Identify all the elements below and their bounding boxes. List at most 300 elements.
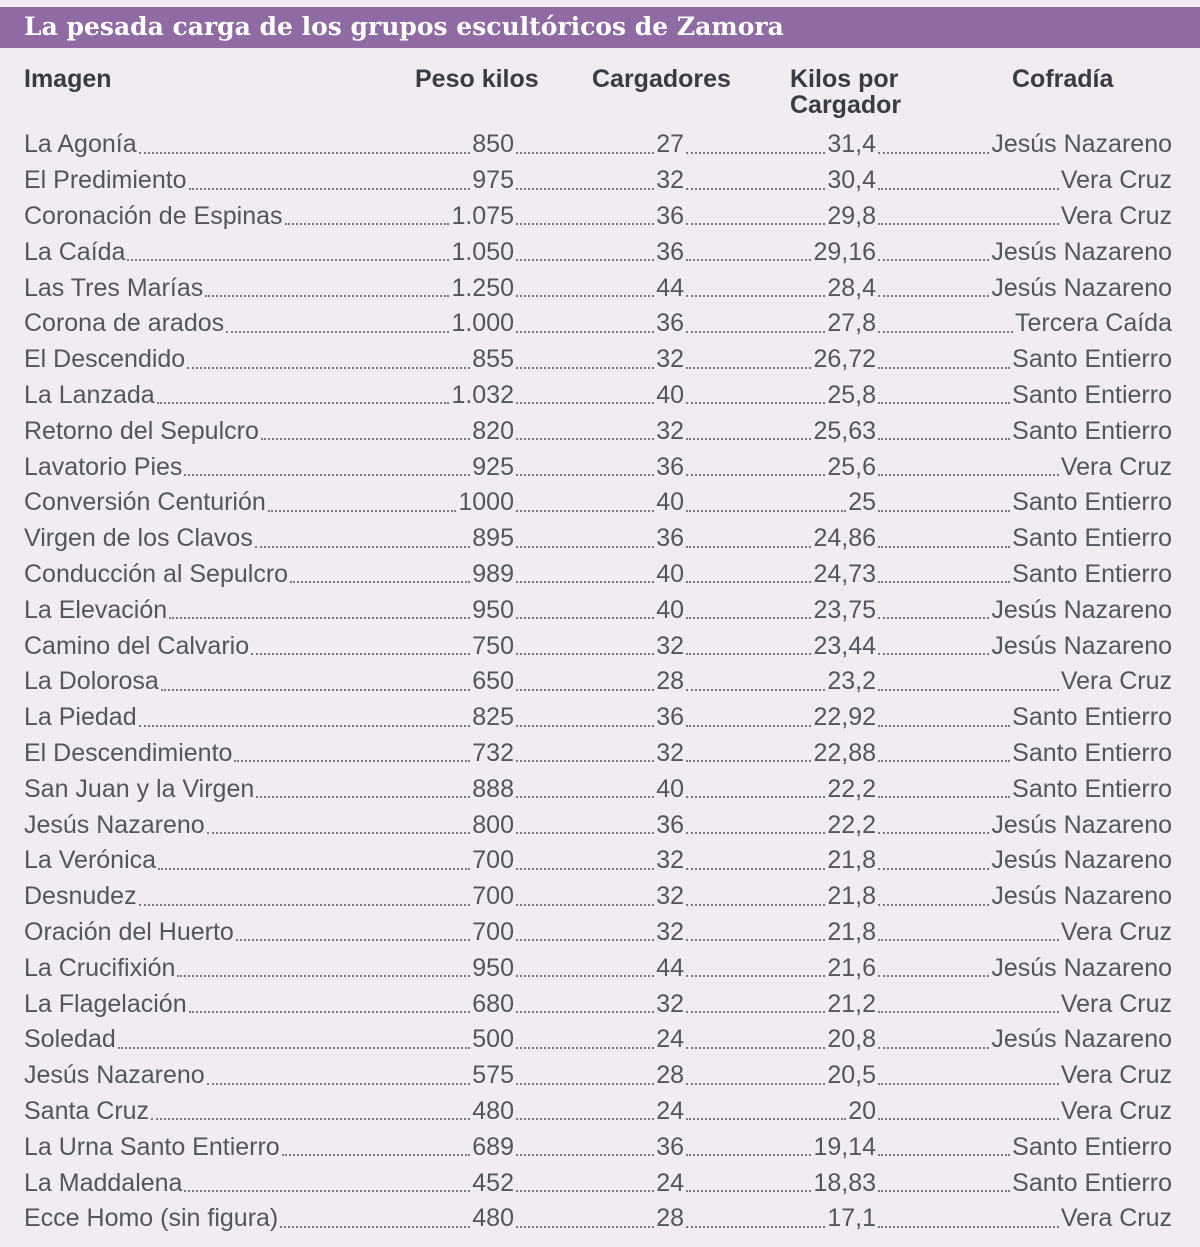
- cell-group-cofradia: [876, 1058, 1172, 1094]
- table-row: [0, 449, 1200, 485]
- cell-kilos-por-cargador: 21,8: [827, 917, 876, 946]
- cell-group-kilos-por-cargador: [684, 234, 876, 270]
- cell-peso: 650: [472, 667, 514, 696]
- cell-kilos-por-cargador: 19,14: [813, 1132, 876, 1161]
- table-row: [0, 199, 1200, 235]
- cell-kilos-por-cargador: 22,92: [813, 703, 876, 732]
- cell-group-cofradia: [876, 1094, 1172, 1130]
- cell-cargadores: 44: [656, 953, 684, 982]
- cell-group-cargadores: [514, 879, 684, 915]
- cell-cargadores: 40: [656, 488, 684, 517]
- cell-group-cargadores: [514, 736, 684, 772]
- dot-leader: [878, 1011, 1059, 1013]
- cell-group-imagen-peso: [24, 879, 514, 915]
- cell-cargadores: 36: [656, 452, 684, 481]
- cell-group-imagen-peso: [24, 342, 514, 378]
- table-row: [0, 771, 1200, 807]
- cell-group-imagen-peso: [24, 628, 514, 664]
- cell-cofradia: Vera Cruz: [1060, 1061, 1172, 1090]
- dot-leader: [686, 474, 825, 476]
- cell-cofradia: Santo Entierro: [1012, 488, 1172, 517]
- dot-leader: [285, 223, 450, 225]
- dot-leader: [878, 939, 1059, 941]
- table-row: [0, 950, 1200, 986]
- cell-peso: 975: [472, 166, 514, 195]
- cell-cofradia: Jesús Nazareno: [991, 810, 1172, 839]
- cell-imagen: San Juan y la Virgen: [24, 774, 255, 803]
- dot-leader: [686, 259, 811, 261]
- dot-leader: [686, 188, 825, 190]
- cell-group-cargadores: [514, 521, 684, 557]
- cell-kilos-por-cargador: 30,4: [827, 166, 876, 195]
- dot-leader: [282, 1154, 471, 1156]
- cell-group-imagen-peso: [24, 1129, 514, 1165]
- cell-group-imagen-peso: [24, 1201, 514, 1237]
- cell-peso: 700: [472, 917, 514, 946]
- cell-group-imagen-peso: [24, 413, 514, 449]
- dot-leader: [686, 1047, 825, 1049]
- table-row: [0, 592, 1200, 628]
- cell-group-cofradia: [876, 163, 1172, 199]
- cell-cofradia: Santo Entierro: [1012, 703, 1172, 732]
- cell-kilos-por-cargador: 18,83: [813, 1168, 876, 1197]
- cell-cargadores: 40: [656, 595, 684, 624]
- cell-group-kilos-por-cargador: [684, 557, 876, 593]
- cell-group-imagen-peso: [24, 700, 514, 736]
- cell-imagen: La Urna Santo Entierro: [24, 1132, 280, 1161]
- cell-kilos-por-cargador: 25: [848, 488, 876, 517]
- cell-cofradia: Jesús Nazareno: [991, 273, 1172, 302]
- cell-group-cofradia: [876, 1022, 1172, 1058]
- cell-kilos-por-cargador: 20,5: [827, 1061, 876, 1090]
- cell-group-cofradia: [876, 127, 1172, 163]
- cell-peso: 925: [472, 452, 514, 481]
- cell-cargadores: 32: [656, 166, 684, 195]
- dot-leader: [226, 331, 449, 333]
- column-header-cargadores: Cargadores: [592, 65, 731, 93]
- dot-leader: [189, 188, 471, 190]
- cell-group-imagen-peso: [24, 986, 514, 1022]
- dot-leader: [236, 939, 470, 941]
- dot-leader: [878, 402, 1010, 404]
- cell-group-cofradia: [876, 1129, 1172, 1165]
- cell-group-imagen-peso: [24, 127, 514, 163]
- cell-group-cargadores: [514, 1022, 684, 1058]
- cell-group-cofradia: [876, 270, 1172, 306]
- dot-leader: [516, 725, 654, 727]
- cell-cofradia: Vera Cruz: [1060, 667, 1172, 696]
- cell-kilos-por-cargador: 20: [848, 1096, 876, 1125]
- cell-group-kilos-por-cargador: [684, 1201, 876, 1237]
- cell-group-cofradia: [876, 843, 1172, 879]
- dot-leader: [516, 904, 654, 906]
- dot-leader: [516, 402, 654, 404]
- cell-kilos-por-cargador: 17,1: [827, 1204, 876, 1233]
- dot-leader: [878, 223, 1059, 225]
- cell-group-imagen-peso: [24, 1022, 514, 1058]
- dot-leader: [139, 904, 471, 906]
- cell-cargadores: 28: [656, 1204, 684, 1233]
- dot-leader: [878, 367, 1010, 369]
- cell-imagen: Desnudez: [24, 882, 137, 911]
- dot-leader: [686, 653, 811, 655]
- cell-group-cargadores: [514, 664, 684, 700]
- cell-cofradia: Vera Cruz: [1060, 201, 1172, 230]
- cell-imagen: Virgen de los Clavos: [24, 524, 253, 553]
- cell-cargadores: 40: [656, 380, 684, 409]
- dot-leader: [878, 295, 989, 297]
- cell-imagen: La Maddalena: [24, 1168, 183, 1197]
- dot-leader: [686, 832, 825, 834]
- cell-imagen: Las Tres Marías: [24, 273, 204, 302]
- cell-group-cofradia: [876, 306, 1172, 342]
- cell-cargadores: 32: [656, 917, 684, 946]
- cell-imagen: Jesús Nazareno: [24, 1061, 205, 1090]
- cell-cargadores: 40: [656, 559, 684, 588]
- cell-group-cargadores: [514, 557, 684, 593]
- cell-kilos-por-cargador: 23,2: [827, 667, 876, 696]
- cell-kilos-por-cargador: 23,75: [813, 595, 876, 624]
- cell-group-imagen-peso: [24, 1058, 514, 1094]
- dot-leader: [516, 331, 654, 333]
- cell-imagen: Coronación de Espinas: [24, 201, 283, 230]
- cell-imagen: La Piedad: [24, 703, 137, 732]
- dot-leader: [516, 1226, 654, 1228]
- dot-leader: [161, 689, 470, 691]
- cell-cofradia: Jesús Nazareno: [991, 130, 1172, 159]
- dot-leader: [878, 975, 989, 977]
- cell-peso: 1.250: [451, 273, 514, 302]
- cell-peso: 732: [472, 738, 514, 767]
- cell-kilos-por-cargador: 20,8: [827, 1025, 876, 1054]
- dot-leader: [686, 796, 825, 798]
- dot-leader: [878, 152, 989, 154]
- cell-cofradia: Santo Entierro: [1012, 738, 1172, 767]
- cell-group-imagen-peso: [24, 449, 514, 485]
- dot-leader: [878, 725, 1010, 727]
- cell-cargadores: 32: [656, 846, 684, 875]
- cell-group-kilos-por-cargador: [684, 628, 876, 664]
- cell-cofradia: Santo Entierro: [1012, 559, 1172, 588]
- dot-leader: [686, 546, 811, 548]
- cell-peso: 452: [472, 1168, 514, 1197]
- cell-group-cargadores: [514, 986, 684, 1022]
- cell-cofradia: Santo Entierro: [1012, 774, 1172, 803]
- cell-group-cofradia: [876, 592, 1172, 628]
- dot-leader: [127, 259, 449, 261]
- cell-cofradia: Jesús Nazareno: [991, 846, 1172, 875]
- table-row: [0, 557, 1200, 593]
- cell-group-cargadores: [514, 1165, 684, 1201]
- cell-cargadores: 36: [656, 524, 684, 553]
- cell-group-cargadores: [514, 378, 684, 414]
- cell-peso: 500: [472, 1025, 514, 1054]
- cell-group-cofradia: [876, 700, 1172, 736]
- cell-group-cargadores: [514, 628, 684, 664]
- cell-group-cargadores: [514, 413, 684, 449]
- cell-group-kilos-por-cargador: [684, 270, 876, 306]
- dot-leader: [686, 367, 811, 369]
- cell-imagen: Santa Cruz: [24, 1096, 150, 1125]
- cell-group-kilos-por-cargador: [684, 521, 876, 557]
- dot-leader: [878, 1118, 1059, 1120]
- cell-cofradia: Vera Cruz: [1060, 917, 1172, 946]
- cell-imagen: La Flagelación: [24, 989, 187, 1018]
- dot-leader: [516, 1154, 654, 1156]
- dot-leader: [686, 1226, 825, 1228]
- dot-leader: [686, 438, 811, 440]
- cell-group-cofradia: [876, 986, 1172, 1022]
- cell-group-kilos-por-cargador: [684, 1022, 876, 1058]
- table-row: [0, 986, 1200, 1022]
- cell-kilos-por-cargador: 21,8: [827, 882, 876, 911]
- cell-cargadores: 36: [656, 810, 684, 839]
- cell-group-cofradia: [876, 413, 1172, 449]
- cell-peso: 895: [472, 524, 514, 553]
- cell-cargadores: 36: [656, 309, 684, 338]
- cell-group-kilos-por-cargador: [684, 700, 876, 736]
- table-row: [0, 807, 1200, 843]
- cell-group-cofradia: [876, 915, 1172, 951]
- dot-leader: [878, 796, 1010, 798]
- dot-leader: [686, 331, 825, 333]
- cell-group-cargadores: [514, 270, 684, 306]
- dot-leader: [280, 1226, 470, 1228]
- table-row: [0, 1022, 1200, 1058]
- cell-group-imagen-peso: [24, 270, 514, 306]
- cell-group-imagen-peso: [24, 915, 514, 951]
- table-row: [0, 378, 1200, 414]
- cell-peso: 855: [472, 345, 514, 374]
- cell-group-imagen-peso: [24, 736, 514, 772]
- cell-kilos-por-cargador: 25,6: [827, 452, 876, 481]
- table-row: [0, 485, 1200, 521]
- dot-leader: [516, 259, 654, 261]
- cell-kilos-por-cargador: 21,8: [827, 846, 876, 875]
- cell-group-cargadores: [514, 1058, 684, 1094]
- cell-group-kilos-por-cargador: [684, 306, 876, 342]
- cell-peso: 480: [472, 1096, 514, 1125]
- cell-imagen: La Crucifixión: [24, 953, 176, 982]
- cell-peso: 700: [472, 882, 514, 911]
- cell-group-cargadores: [514, 306, 684, 342]
- cell-group-imagen-peso: [24, 557, 514, 593]
- cell-cofradia: Santo Entierro: [1012, 380, 1172, 409]
- cell-cargadores: 32: [656, 416, 684, 445]
- table-row: [0, 1058, 1200, 1094]
- dot-leader: [516, 474, 654, 476]
- cell-peso: 689: [472, 1132, 514, 1161]
- dot-leader: [184, 1190, 470, 1192]
- dot-leader: [261, 438, 470, 440]
- dot-leader: [516, 581, 654, 583]
- dot-leader: [878, 1226, 1059, 1228]
- cell-peso: 850: [472, 130, 514, 159]
- dot-leader: [686, 904, 825, 906]
- cell-group-cargadores: [514, 592, 684, 628]
- cell-cofradia: Santo Entierro: [1012, 416, 1172, 445]
- dot-leader: [268, 510, 457, 512]
- cell-peso: 950: [472, 595, 514, 624]
- dot-leader: [516, 188, 654, 190]
- dot-leader: [686, 581, 811, 583]
- dot-leader: [686, 152, 825, 154]
- cell-imagen: La Agonía: [24, 130, 137, 159]
- cell-group-cargadores: [514, 199, 684, 235]
- dot-leader: [516, 939, 654, 941]
- table-row: [0, 234, 1200, 270]
- table-row: [0, 1094, 1200, 1130]
- dot-leader: [516, 617, 654, 619]
- cell-cofradia: Jesús Nazareno: [991, 631, 1172, 660]
- cell-cargadores: 24: [656, 1025, 684, 1054]
- table-row: [0, 163, 1200, 199]
- cell-group-kilos-por-cargador: [684, 771, 876, 807]
- cell-group-imagen-peso: [24, 592, 514, 628]
- dot-leader: [177, 975, 470, 977]
- table-row: [0, 1165, 1200, 1201]
- cell-group-kilos-por-cargador: [684, 915, 876, 951]
- cell-group-kilos-por-cargador: [684, 378, 876, 414]
- cell-kilos-por-cargador: 31,4: [827, 130, 876, 159]
- cell-imagen: Camino del Calvario: [24, 631, 250, 660]
- dot-leader: [516, 975, 654, 977]
- dot-leader: [516, 796, 654, 798]
- cell-imagen: El Descendido: [24, 345, 186, 374]
- column-header-kilos-por-cargador: Kilos por Cargador: [790, 65, 902, 119]
- dot-leader: [255, 546, 470, 548]
- cell-group-imagen-peso: [24, 1165, 514, 1201]
- cell-cargadores: 32: [656, 345, 684, 374]
- table-row: [0, 915, 1200, 951]
- cell-group-imagen-peso: [24, 843, 514, 879]
- dot-leader: [516, 223, 654, 225]
- cell-kilos-por-cargador: 21,6: [827, 953, 876, 982]
- dot-leader: [686, 975, 825, 977]
- cell-peso: 750: [472, 631, 514, 660]
- cell-cargadores: 36: [656, 237, 684, 266]
- dot-leader: [686, 689, 825, 691]
- cell-cargadores: 28: [656, 667, 684, 696]
- cell-group-kilos-por-cargador: [684, 843, 876, 879]
- dot-leader: [516, 653, 654, 655]
- dot-leader: [686, 1118, 846, 1120]
- cell-group-kilos-por-cargador: [684, 807, 876, 843]
- cell-group-kilos-por-cargador: [684, 879, 876, 915]
- cell-group-kilos-por-cargador: [684, 1165, 876, 1201]
- cell-group-imagen-peso: [24, 664, 514, 700]
- cell-group-imagen-peso: [24, 521, 514, 557]
- cell-kilos-por-cargador: 26,72: [813, 345, 876, 374]
- dot-leader: [686, 1083, 825, 1085]
- cell-group-kilos-por-cargador: [684, 163, 876, 199]
- cell-imagen: Jesús Nazareno: [24, 810, 205, 839]
- dot-leader: [686, 223, 825, 225]
- cell-cargadores: 32: [656, 738, 684, 767]
- dot-leader: [686, 1154, 811, 1156]
- cell-group-cargadores: [514, 807, 684, 843]
- cell-cofradia: Vera Cruz: [1060, 452, 1172, 481]
- dot-leader: [878, 689, 1059, 691]
- cell-imagen: Conversión Centurión: [24, 488, 266, 517]
- cell-cofradia: Jesús Nazareno: [991, 1025, 1172, 1054]
- cell-cargadores: 27: [656, 130, 684, 159]
- cell-kilos-por-cargador: 25,63: [813, 416, 876, 445]
- table-row: [0, 628, 1200, 664]
- cell-kilos-por-cargador: 27,8: [827, 309, 876, 338]
- cell-group-kilos-por-cargador: [684, 127, 876, 163]
- cell-cargadores: 44: [656, 273, 684, 302]
- cell-group-kilos-por-cargador: [684, 1058, 876, 1094]
- cell-group-imagen-peso: [24, 771, 514, 807]
- cell-cofradia: Santo Entierro: [1012, 1168, 1172, 1197]
- dot-leader: [686, 402, 825, 404]
- cell-group-cargadores: [514, 950, 684, 986]
- cell-imagen: Ecce Homo (sin figura): [24, 1204, 279, 1233]
- cell-group-imagen-peso: [24, 163, 514, 199]
- dot-leader: [290, 581, 470, 583]
- cell-cargadores: 24: [656, 1168, 684, 1197]
- cell-kilos-por-cargador: 22,88: [813, 738, 876, 767]
- cell-cofradia: Vera Cruz: [1060, 1096, 1172, 1125]
- cell-group-cofradia: [876, 1201, 1172, 1237]
- cell-group-kilos-por-cargador: [684, 1094, 876, 1130]
- cell-peso: 1.032: [451, 380, 514, 409]
- cell-imagen: La Caída: [24, 237, 126, 266]
- dot-leader: [878, 510, 1010, 512]
- table-row: [0, 843, 1200, 879]
- cell-group-cofradia: [876, 950, 1172, 986]
- cell-group-imagen-peso: [24, 306, 514, 342]
- cell-group-cargadores: [514, 700, 684, 736]
- cell-kilos-por-cargador: 22,2: [827, 774, 876, 803]
- cell-imagen: La Lanzada: [24, 380, 155, 409]
- cell-kilos-por-cargador: 22,2: [827, 810, 876, 839]
- dot-leader: [686, 939, 825, 941]
- dot-leader: [234, 760, 470, 762]
- cell-group-cofradia: [876, 664, 1172, 700]
- cell-cofradia: Santo Entierro: [1012, 345, 1172, 374]
- table-row: [0, 879, 1200, 915]
- cell-imagen: Retorno del Sepulcro: [24, 416, 259, 445]
- cell-peso: 888: [472, 774, 514, 803]
- column-header-imagen: Imagen: [24, 65, 112, 93]
- dot-leader: [878, 188, 1059, 190]
- cell-cargadores: 28: [656, 1061, 684, 1090]
- dot-leader: [184, 474, 470, 476]
- table-row: [0, 413, 1200, 449]
- dot-leader: [151, 1118, 470, 1120]
- cell-cofradia: Tercera Caída: [1014, 309, 1172, 338]
- cell-group-cofradia: [876, 521, 1172, 557]
- cell-group-cargadores: [514, 485, 684, 521]
- cell-cofradia: Santo Entierro: [1012, 524, 1172, 553]
- table-title: La pesada carga de los grupos escultóricos de Zamora: [24, 12, 784, 41]
- cell-cargadores: 36: [656, 1132, 684, 1161]
- cell-group-kilos-por-cargador: [684, 950, 876, 986]
- cell-group-cofradia: [876, 234, 1172, 270]
- cell-kilos-por-cargador: 21,2: [827, 989, 876, 1018]
- dot-leader: [878, 259, 989, 261]
- cell-cofradia: Vera Cruz: [1060, 1204, 1172, 1233]
- cell-group-kilos-por-cargador: [684, 342, 876, 378]
- dot-leader: [207, 832, 471, 834]
- cell-cofradia: Jesús Nazareno: [991, 882, 1172, 911]
- cell-cargadores: 40: [656, 774, 684, 803]
- dot-leader: [516, 868, 654, 870]
- dot-leader: [878, 832, 989, 834]
- cell-peso: 1.075: [451, 201, 514, 230]
